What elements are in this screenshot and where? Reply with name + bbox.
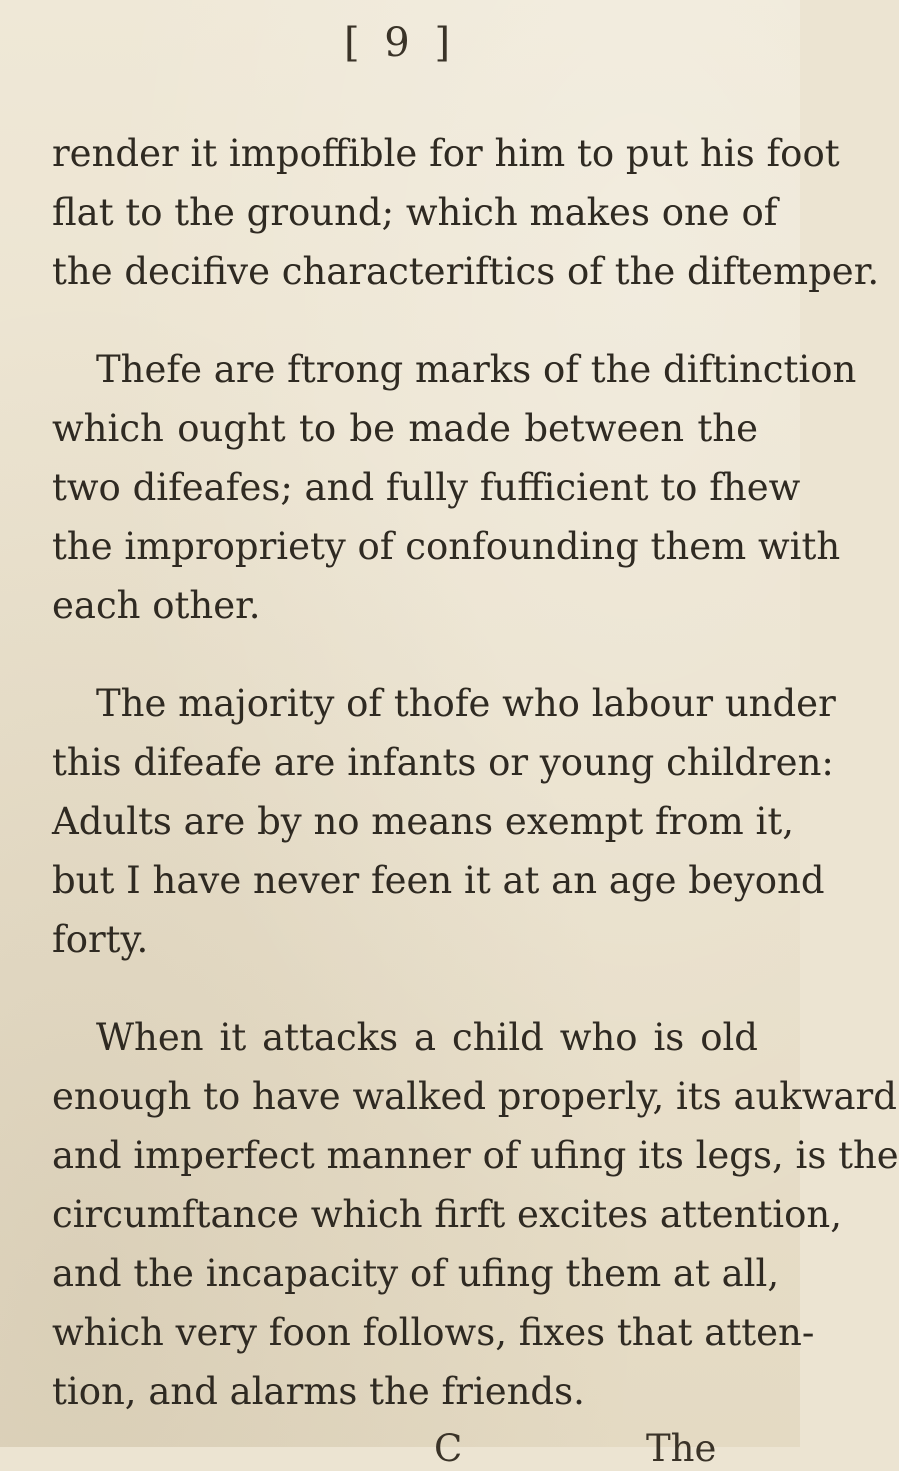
text-line: and the incapacity of ufing them at all, xyxy=(52,1252,780,1295)
text-line: render it impoffible for him to put his foot xyxy=(52,132,840,175)
text-line: Adults are by no means exempt from it, xyxy=(52,800,794,843)
catchword: The xyxy=(646,1427,717,1470)
text-line: flat to the ground; which makes one of xyxy=(52,191,778,234)
text-line: two difeafes; and fully fufficient to fhew xyxy=(52,466,801,509)
signature-mark: C xyxy=(434,1427,463,1470)
text-line: the impropriety of confounding them with xyxy=(52,525,841,568)
text-line: the decifive characteriftics of the diftemper. xyxy=(52,250,880,293)
page-number: [ 9 ] xyxy=(343,20,457,66)
text-line: When it attacks a child who is old xyxy=(96,1016,758,1059)
text-line: which ought to be made between the xyxy=(52,407,758,450)
text-line: Thefe are ftrong marks of the diftinction xyxy=(96,348,857,391)
text-line: this difeafe are infants or young children: xyxy=(52,741,834,784)
text-line: enough to have walked properly, its aukward xyxy=(52,1075,897,1118)
text-line: The majority of thofe who labour under xyxy=(96,682,836,725)
text-line: each other. xyxy=(52,584,261,627)
text-line: circumftance which firft excites attention, xyxy=(52,1193,842,1236)
text-line: and imperfect manner of ufing its legs, is the xyxy=(52,1134,899,1177)
text-line: which very foon follows, fixes that atten- xyxy=(52,1311,815,1354)
text-line: tion, and alarms the friends. xyxy=(52,1370,585,1413)
text-line: but I have never feen it at an age beyond xyxy=(52,859,825,902)
text-line: forty. xyxy=(52,918,149,961)
